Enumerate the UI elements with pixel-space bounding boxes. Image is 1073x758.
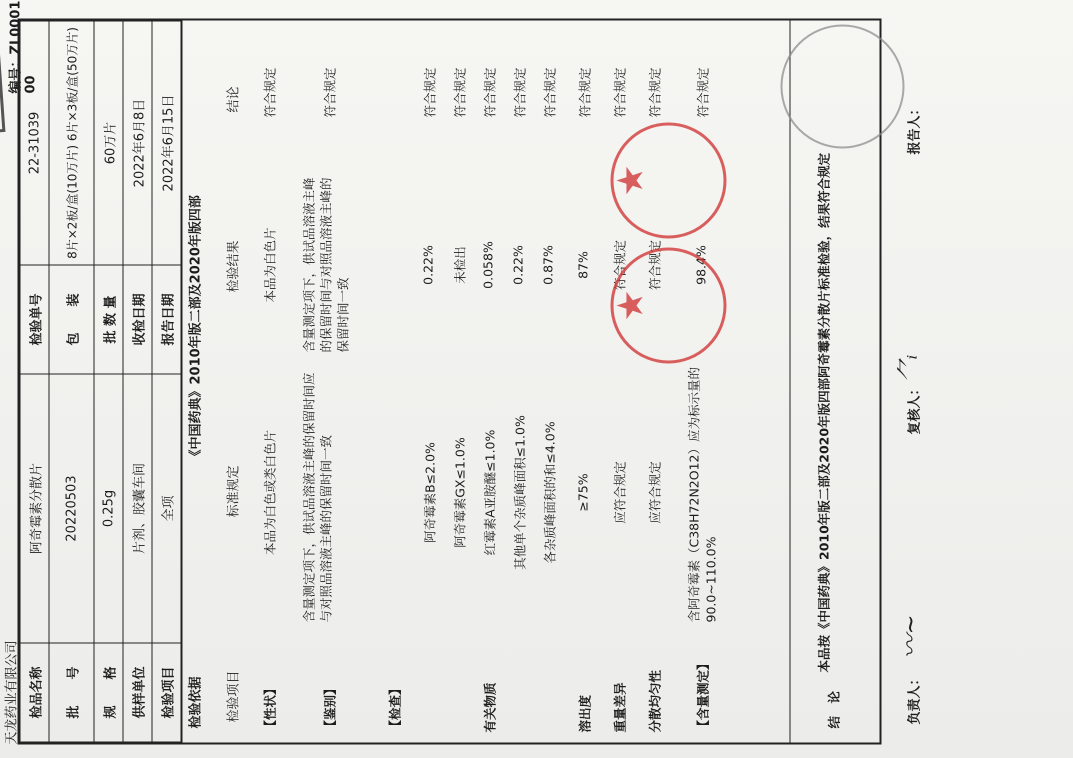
order-value: 22-31039 — [20, 21, 49, 265]
item-value: 全项 — [152, 374, 181, 643]
conclusion-label: 结 论 — [826, 690, 841, 728]
batch-value: 20220503 — [49, 374, 94, 643]
conclusion-text: 本品按《中国药典》2010年版二部及2020年版四部阿奇霉素分散片标准检验，结果符合规定 — [816, 152, 831, 672]
header-std: 标准规定 — [226, 464, 241, 517]
gray-seal — [780, 24, 904, 148]
spec-value: 0.25g — [94, 374, 123, 643]
recv-value: 2022年6月8日 — [123, 21, 152, 265]
order-label: 检验单号 — [20, 265, 49, 374]
responsible-signature: 〰~ — [896, 613, 924, 658]
red-seal-1: ★ — [610, 247, 726, 363]
recv-label: 收检日期 — [123, 265, 152, 374]
report-date-label: 报告日期 — [152, 265, 181, 374]
pack-label: 包 装 — [49, 265, 94, 374]
supplier-label: 供样单位 — [123, 643, 152, 742]
reviewer-label: 复核人： — [907, 381, 922, 434]
product-value: 阿奇霉素分散片 — [20, 374, 49, 643]
header-item: 检验项目 — [226, 669, 241, 722]
red-seal-2: ★ — [610, 122, 726, 238]
qty-value: 60万片 — [94, 21, 123, 265]
report-table: 检品名称 阿奇霉素分散片 检验单号 22-31039 批 号 20220503 包 装 8片×2板/盒(10万片) 6片×3板/盒(50万片) 规 格 0.25g 批 数 量 60万片 供样单位 片剂、胶囊车间 收检日期 2022年6月8日 检验项目 全项 报告日期 2022年6月15日 检验依据 《中国药典》2010年版二部及2020年版四部 检验项目 标准规定 检验结果 结论 【性状】 本品为白色或类白色片 本品为白色片 符合规定 【鉴别】 含量测定项下，供试品溶液主峰的保留时间应与对照品溶液主峰的保留时间一致 含量测定项下，供试品溶液主峰的保留时间与对照品溶液主峰的保留时间一致 符合规定 【检查】 阿奇霉素B≤2.0% 0.22% 符合规定 阿奇霉素GX≤1.0% 未检出 符合规定 有关物质 红霉素A亚胺醚≤1.0% 0.058% 符合规定 其他单个杂质峰面积≤1.0% 0.22% 符合规定 各杂质峰面积的和≤4.0% 0.87% 符合规定 溶出度 ≥75% 87% 符合规定 重量差异 应符合规定 符合规定 符合规定 分散均匀性 应符合规定 符合规定 符合规定 【含量测定】 含阿奇霉素（C38H72N2O12）应为标示量的90.0~110.0% 98.4% 符合规定 结 论 本品按《中国药典》2010年版二部及2020年版四部阿奇霉素分散片标准检验，结果符合规定 — [17, 18, 881, 744]
report-date-value: 2022年6月15日 — [152, 21, 181, 265]
header-concl: 结论 — [226, 85, 241, 112]
basis-label: 检验依据 — [188, 675, 203, 728]
report-number: 编号：ZL0001 00 — [8, 0, 38, 93]
batch-label: 批 号 — [49, 643, 94, 742]
supplier-value: 片剂、胶囊车间 — [123, 374, 152, 643]
inspector-label: 报告人： — [907, 101, 922, 154]
qty-label: 批 数 量 — [94, 265, 123, 374]
company-name: 天龙药业有限公司 — [4, 639, 19, 744]
responsible-label: 负责人： — [907, 671, 922, 724]
spec-label: 规 格 — [94, 643, 123, 742]
basis-row — [181, 20, 210, 742]
product-label: 检品名称 — [20, 643, 49, 742]
header-result: 检验结果 — [226, 239, 241, 292]
item-label: 检验项目 — [152, 643, 181, 742]
reviewer-signature: ⺈ᵢ — [894, 354, 922, 383]
pack-value: 8片×2板/盒(10万片) 6片×3板/盒(50万片) — [49, 21, 94, 265]
basis-value: 《中国药典》2010年版二部及2020年版四部 — [188, 194, 203, 462]
info-table — [19, 20, 181, 742]
